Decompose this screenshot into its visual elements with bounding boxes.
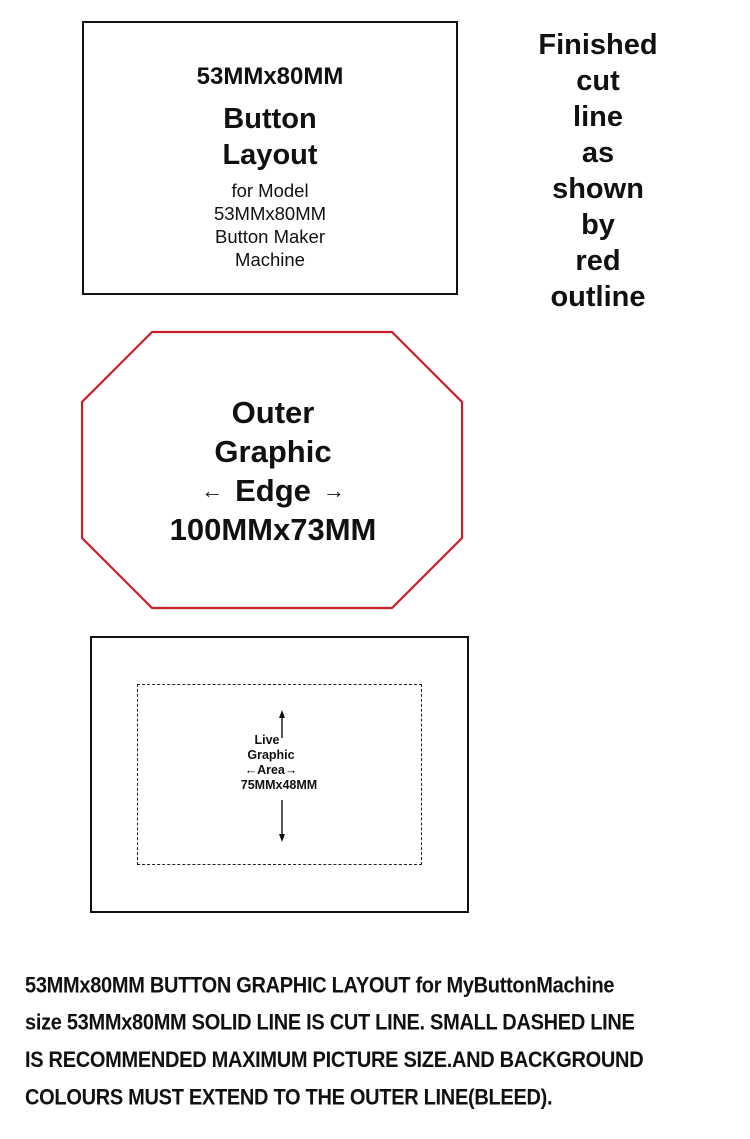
live-area-row (200, 763, 342, 778)
arrow-left-icon: ← (201, 478, 224, 503)
title-sub-line1: for Model (231, 180, 309, 201)
outer-edge-line1: Outer (231, 395, 315, 430)
outer-edge-line3: Edge (235, 473, 311, 508)
title-heading-line2: Layout (222, 139, 318, 171)
footer-instructions: 53MMx80MM BUTTON GRAPHIC LAYOUT for MyButtonMachine size 53MMx80MM SOLID LINE IS CUT LINE. SMALL DASHED LINE IS RECOMMENDED MAXIMUM PICTURE SIZE.AND BACKGROUND COLOURS MUST EXTEND TO THE OUTER LINE(BLEED). (25, 973, 644, 1110)
title-heading-line1: Button (223, 103, 317, 135)
outer-edge-line2: Graphic (214, 434, 332, 469)
outer-edge-row (120, 471, 426, 510)
title-sub-line4: Machine (235, 249, 305, 270)
cut-note-line: outline (550, 281, 646, 313)
outer-edge-label (120, 393, 426, 549)
cut-note-line: shown (552, 173, 644, 205)
title-size: 53MMx80MM (196, 63, 344, 90)
cut-note-line: by (581, 209, 615, 241)
cut-note-line: Finished (538, 29, 658, 61)
title-sub-line3: Button Maker (214, 226, 326, 247)
cut-note-line: as (581, 137, 615, 169)
arrow-left-small-icon: ← (244, 763, 258, 777)
live-area-line2: Graphic (247, 748, 295, 762)
cut-note-line: line (573, 101, 623, 133)
arrow-right-small-icon: → (284, 763, 298, 777)
title-sub-line2: 53MMx80MM (213, 203, 327, 224)
live-area-line1: Live (254, 733, 280, 747)
live-area-line3: Area (257, 763, 285, 777)
cut-note-line: red (575, 245, 621, 277)
live-area-label (222, 733, 342, 793)
outer-edge-line4: 100MMx73MM (169, 512, 377, 547)
live-area-line4: 75MMx48MM (240, 778, 318, 792)
cut-note-line: cut (576, 65, 620, 97)
arrow-right-icon: → (322, 478, 345, 503)
